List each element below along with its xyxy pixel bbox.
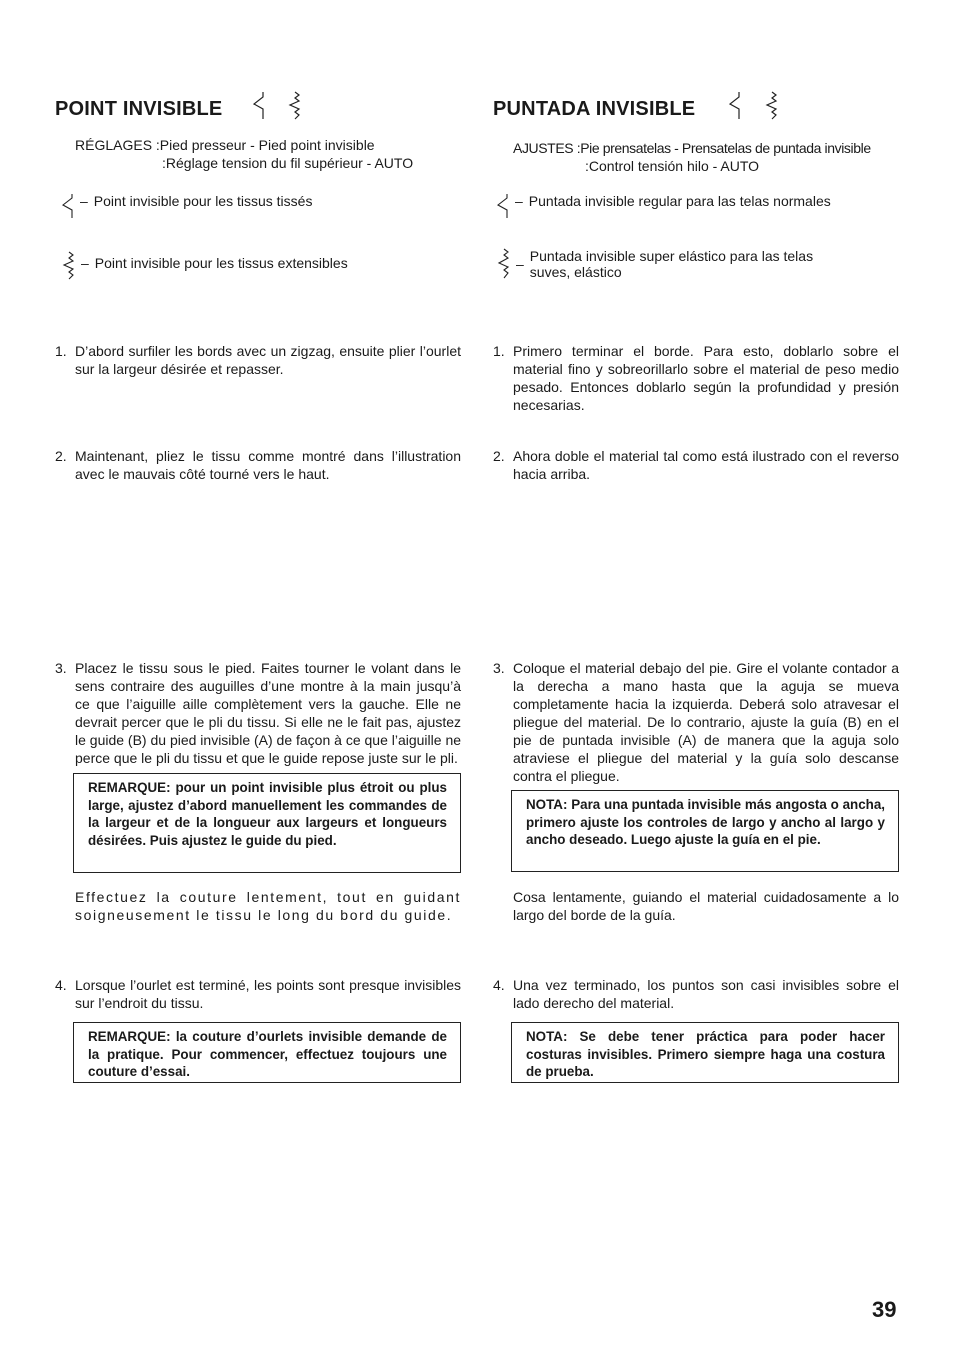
note-box-practice-es: NOTA: Se debe tener práctica para poder hacer costuras invisibles. Primero siempre haga una costura de prueba. [511, 1022, 899, 1083]
step-text: Ahora doble el material tal como está ilustrado con el reverso hacia arriba. [513, 448, 899, 482]
stitch-stretch-label [530, 248, 813, 280]
settings-line-2-es: :Control tensión hilo - AUTO [585, 158, 760, 174]
step-number: 1. [493, 343, 505, 359]
dash: – [516, 256, 524, 272]
note-box-practice-fr: REMARQUE: la couture d’ourlets invisible demande de la pratique. Pour commencer, effectuez toujours une couture d’essai. [73, 1022, 461, 1083]
blind-stitch-icon [251, 91, 267, 121]
dash: – [515, 193, 523, 209]
section-title-es: PUNTADA INVISIBLE [493, 98, 696, 120]
sew-slowly-text: Effectuez la couture lentement, tout en guidant soigneusement le tissu le long du bord du guide. [75, 889, 461, 923]
settings-line-1-es: AJUSTES :Pie prensatelas - Prensatelas de puntada invisible [513, 140, 871, 156]
stitch-woven-label: Point invisible pour les tissus tissés [93, 193, 313, 209]
step-1-es [493, 342, 899, 414]
dash: – [81, 255, 89, 271]
settings-line-2-fr: :Réglage tension du fil supérieur - AUTO [162, 155, 414, 171]
step-text: Placez le tissu sous le pied. Faites tourner le volant dans le sens contraire des auguilles d’une montre à la main jusqu’à ce que l’aiguille aille complètement vers la gauche. Elle ne devrait percer que le pli du tissu. Si elle ne le fait pas, ajustez le guide (B) du pied invisible (A) de façon à ce que l’aiguille ne perce que le pli du tissu et que le guide repose juste sur le pli. [75, 660, 462, 766]
dash: – [80, 193, 88, 209]
stretch-blind-stitch-icon [61, 251, 77, 281]
blind-stitch-icon [60, 193, 76, 219]
step-3-es [493, 659, 899, 785]
sew-slowly-es: Cosa lentamente, guiando el material cuidadosamente a lo largo del borde de la guía. [513, 889, 899, 923]
section-title-fr: POINT INVISIBLE [55, 98, 223, 120]
stretch-blind-stitch-icon [496, 248, 512, 280]
stitch-woven-fr [60, 193, 312, 219]
page-number: 39 [872, 1297, 897, 1322]
step-text: Lorsque l’ourlet est terminé, les points sont presque invisibles sur l’endroit du tissu. [75, 977, 461, 1011]
stitch-stretch-fr [61, 251, 348, 281]
step-number: 3. [493, 660, 505, 676]
step-number: 4. [493, 977, 505, 993]
step-2-es [493, 447, 899, 483]
sew-slowly-fr [75, 888, 461, 924]
stitch-stretch-label-line2: suves, elástico [529, 264, 622, 280]
step-text: Una vez terminado, los puntos son casi invisibles sobre el lado derecho del material. [513, 977, 899, 1011]
step-number: 2. [493, 448, 505, 464]
note-box-width-es: NOTA: Para una puntada invisible más angosta o ancha, primero ajuste los controles de largo y ancho al largo y ancho deseado. Luego ajuste la guía en el pie. [511, 790, 899, 872]
blind-stitch-icon [495, 193, 511, 219]
blind-stitch-icon [727, 91, 743, 121]
step-number: 2. [55, 448, 67, 464]
step-text: Coloque el material debajo del pie. Gire el volante contador a la derecha a mano hasta que la aguja se mueva completamente hacia la izquierda. Deberá solo atravesar el pliegue del material. De lo contrario, ajuste la guía (B) en el pie de puntada invisible (A) de manera que la aguja solo atraviese el pliegue del material y la guía solo descanse contra el pliegue. [513, 660, 899, 784]
stretch-blind-stitch-icon [763, 91, 779, 121]
step-3-fr [55, 659, 461, 767]
step-4-fr [55, 976, 461, 1012]
stitch-stretch-label: Point invisible pour les tissus extensibles [94, 255, 348, 271]
step-text: Maintenant, pliez le tissu comme montré dans l’illustration avec le mauvais côté tourné vers le haut. [75, 448, 461, 482]
stitch-stretch-es [496, 248, 813, 280]
step-text: D’abord surfiler les bords avec un zigzag, ensuite plier l’ourlet sur la largeur désirée et repasser. [75, 343, 461, 377]
step-1-fr [55, 342, 461, 378]
step-text: Primero terminar el borde. Para esto, doblarlo sobre el material fino y sobreorillarlo sobre el material de peso medio pesado. Entonces doblarlo según la profundidad y presión necesarias. [513, 343, 899, 413]
note-box-width-fr: REMARQUE: pour un point invisible plus étroit ou plus large, ajustez d’abord manuellement les commandes de la largeur et de la longueur aux largeurs et longueurs désirées. Puis ajustez le guide du pied. [73, 773, 461, 873]
stitch-woven-label: Puntada invisible regular para las telas normales [528, 193, 831, 209]
settings-line-1-fr: RÉGLAGES :Pied presseur - Pied point invisible [75, 137, 375, 153]
stitch-stretch-label-line1: Puntada invisible super elástico para las telas [529, 248, 814, 264]
step-4-es [493, 976, 899, 1012]
stretch-blind-stitch-icon [286, 91, 302, 121]
step-2-fr [55, 447, 461, 483]
stitch-woven-es [495, 193, 831, 219]
step-number: 1. [55, 343, 67, 359]
step-number: 3. [55, 660, 67, 676]
step-number: 4. [55, 977, 67, 993]
